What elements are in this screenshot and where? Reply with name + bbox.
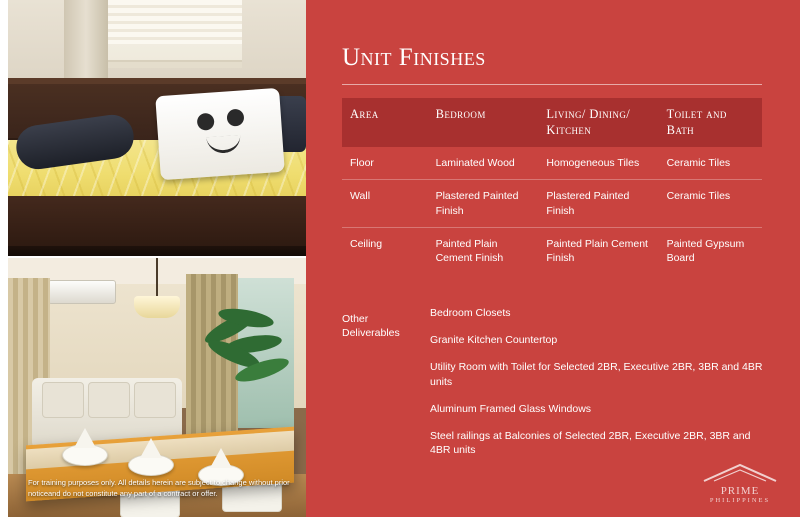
cell-living: Plastered Painted Finish	[538, 180, 658, 227]
watermark-sub: PHILIPPINES	[709, 497, 771, 504]
finishes-table-head	[342, 98, 762, 147]
pillow-eye-right	[226, 109, 244, 127]
cell-area: Wall	[342, 180, 428, 227]
title-divider	[342, 84, 762, 85]
list-item: Steel railings at Balconies of Selected 2BR, Executive 2BR, 3BR and 4BR units	[430, 429, 751, 457]
other-deliverables-label: Other Deliverables	[342, 313, 400, 340]
header-area: Area	[342, 98, 428, 147]
photo-column	[0, 0, 306, 517]
pillow-face-icon	[194, 108, 253, 158]
cell-area: Ceiling	[350, 237, 383, 250]
cell-toilet: Painted Gypsum Board	[666, 237, 745, 264]
list-item: Bedroom Closets	[430, 307, 511, 319]
sofa-cushion	[134, 382, 176, 418]
folded-napkin	[74, 428, 96, 448]
pendant-light	[134, 296, 180, 318]
finishes-table-body	[342, 147, 762, 274]
header-living-dining-kitchen: Living/ Dining/ Kitchen	[538, 98, 658, 147]
living-dining-photo	[8, 258, 306, 517]
folded-napkin	[210, 448, 232, 468]
page-title: Unit Finishes	[342, 44, 486, 71]
cell-toilet: Ceramic Tiles	[659, 180, 762, 227]
air-conditioner-icon	[48, 280, 116, 304]
watermark-name: PRIME	[720, 485, 760, 497]
bedroom-floor-shadow	[8, 246, 306, 256]
cell-bedroom: Plastered Painted Finish	[428, 180, 539, 227]
watermark-logo	[694, 463, 786, 509]
disclaimer-text: For training purposes only. All details herein are subject to change without prior noticeand do not constitute any part of a contract or offer.	[28, 477, 290, 498]
list-item: Granite Kitchen Countertop	[430, 334, 558, 347]
sofa-cushion	[42, 382, 84, 418]
cell-living: Homogeneous Tiles	[538, 147, 658, 180]
header-bedroom: Bedroom	[428, 98, 539, 147]
bedroom-photo	[8, 0, 306, 256]
pillow-mouth	[206, 135, 241, 154]
table-row	[342, 180, 762, 227]
pendant-light-cord	[156, 258, 158, 298]
cell-area: Floor	[342, 147, 428, 180]
pillow-eye-left	[197, 113, 215, 131]
cell-bedroom: Painted Plain Cement Finish	[435, 237, 504, 264]
table-row	[342, 227, 762, 274]
cell-toilet: Ceramic Tiles	[659, 147, 762, 180]
bedroom-window-blind	[104, 0, 242, 44]
list-item: Aluminum Framed Glass Windows	[430, 402, 592, 415]
header-toilet-and-bath: Toilet and Bath	[659, 98, 762, 147]
cell-bedroom: Laminated Wood	[428, 147, 539, 180]
finishes-table	[342, 98, 762, 274]
unit-finishes-panel	[306, 0, 800, 517]
house-roof-icon	[702, 463, 778, 483]
potted-plant	[200, 310, 296, 430]
other-deliverables-list	[430, 306, 770, 470]
table-header-row	[342, 98, 762, 147]
list-item: Utility Room with Toilet for Selected 2BR, Executive 2BR, 3BR and 4BR units	[430, 361, 763, 388]
folded-napkin	[140, 438, 162, 458]
cell-living: Painted Plain Cement Finish	[546, 237, 648, 264]
table-row	[342, 147, 762, 180]
sofa-cushion	[88, 382, 130, 418]
